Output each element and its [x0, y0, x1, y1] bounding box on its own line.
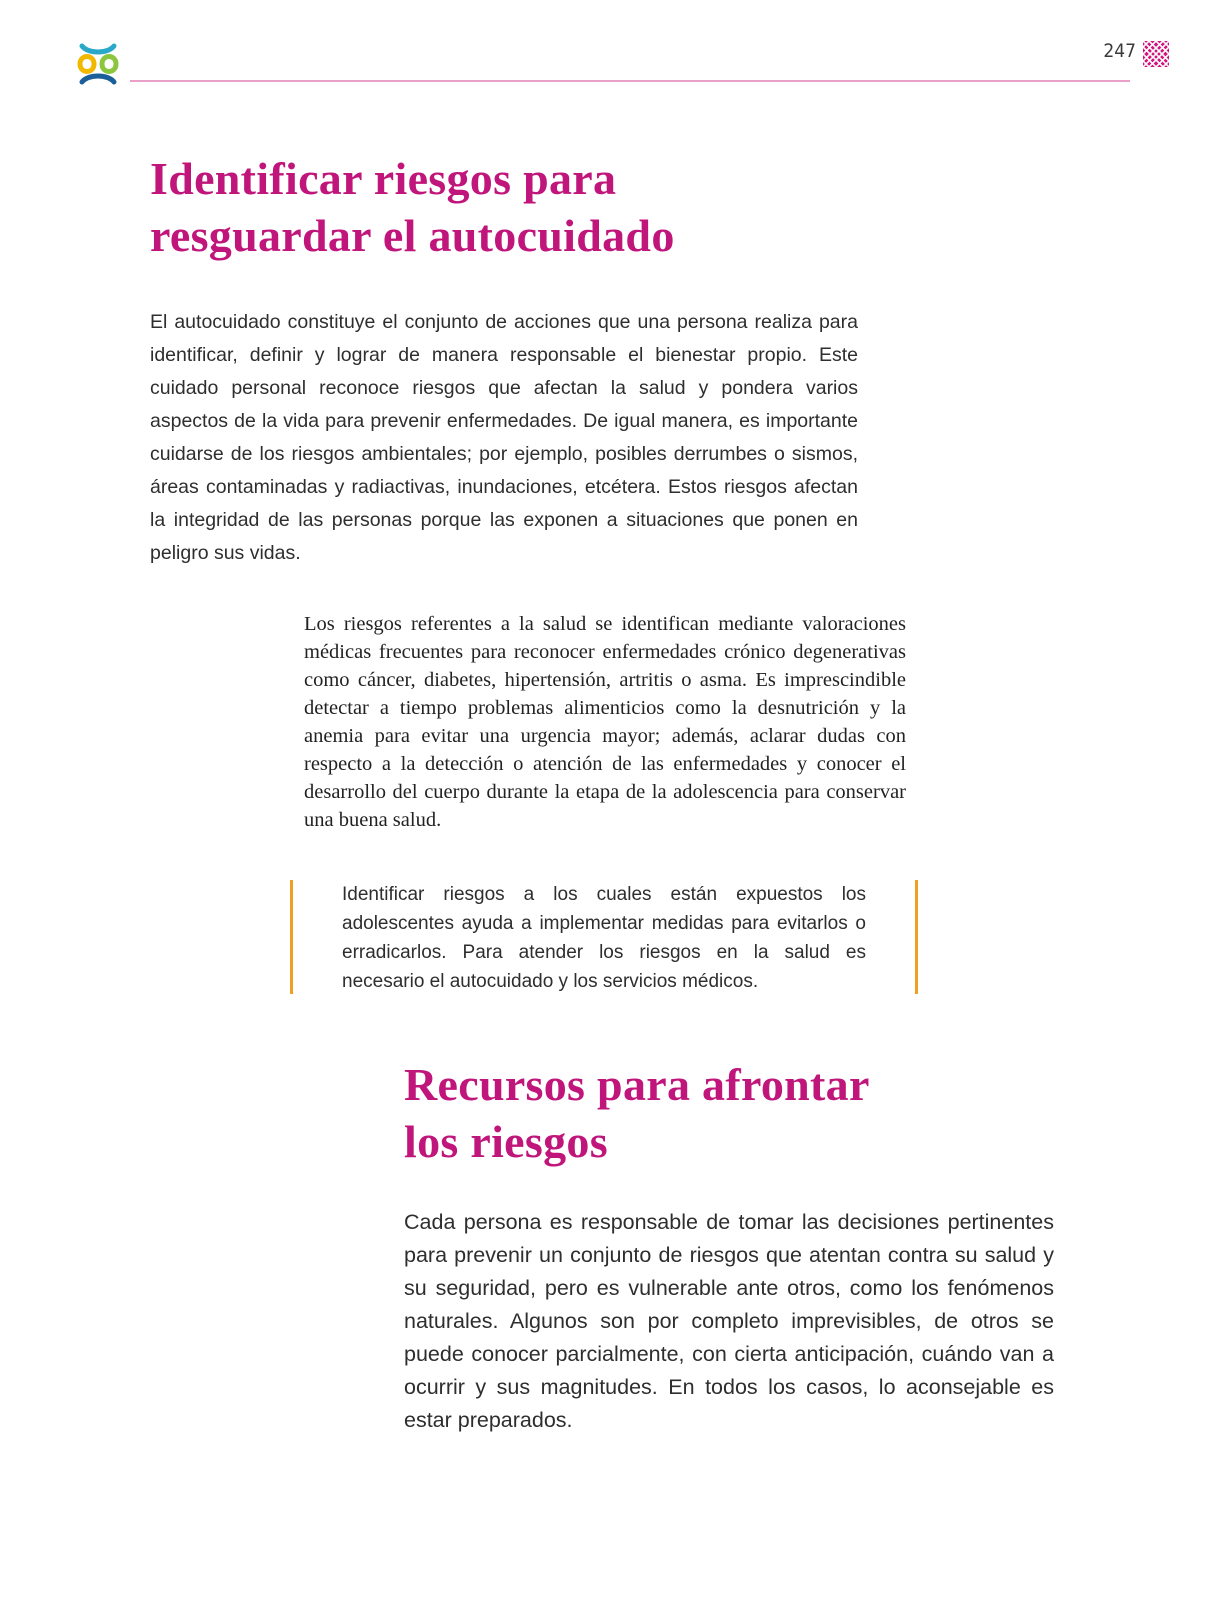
recursos-paragraph: Cada persona es responsable de tomar las decisiones pertinentes para prevenir un conjunto de riesgos que atentan contra su salud y su seguridad, pero es vulnerable ante otros, como los fenómenos naturales. Algunos son por completo imprevisibles, de otros se puede conocer parcialmente, con cierta anticipación, cuándo van a ocurrir y sus magnitudes. En todos los casos, lo aconsejable es estar preparados. [404, 1210, 1054, 1432]
title-line: Recursos para afrontar [404, 1059, 870, 1110]
section-title-recursos [404, 1056, 1044, 1170]
salud-riesgos-paragraph: Los riesgos referentes a la salud se identifican mediante valoraciones médicas frecuentes para reconocer enfermedades crónico degenerativas como cáncer, diabetes, hipertensión, artritis o asma. Es imprescindible detectar a tiempo problemas alimenticios como la desnutrición y la anemia para evitar una urgencia mayor; además, aclarar dudas con respecto a la detección o atención de las enfermedades y conocer el desarrollo del cuerpo durante la etapa de la adolescencia para conservar una buena salud. [304, 613, 906, 831]
magenta-pattern-square-icon [1143, 41, 1169, 67]
title-line: resguardar el autocuidado [150, 210, 675, 261]
autocuidado-paragraph: El autocuidado constituye el conjunto de acciones que una persona realiza para identificar, definir y lograr de manera responsable el bienestar propio. Este cuidado personal reconoce riesgos que afectan la salud y pondera varios aspectos de la vida para prevenir enfermedades. De igual manera, es importante cuidarse de los riesgos ambientales; por ejemplo, posibles derrumbes o sismos, áreas contaminadas y radiactivas, inundaciones, etcétera. Estos riesgos afectan la integridad de las personas porque las exponen a situaciones que ponen en peligro sus vidas. [150, 311, 858, 564]
callout-left-bar [290, 880, 293, 994]
header-rule [130, 80, 1130, 82]
interlocking-rings-logo-icon [74, 40, 122, 88]
page-number: 247 [1103, 40, 1136, 62]
title-line: Identificar riesgos para [150, 153, 617, 204]
title-line: los riesgos [404, 1116, 608, 1167]
section-title-identificar-riesgos [150, 150, 850, 264]
callout-right-bar [915, 880, 918, 994]
callout-text: Identificar riesgos a los cuales están expuestos los adolescentes ayuda a implementar medidas para evitarlos o erradicarlos. Para atender los riesgos en la salud es necesario el autocuidado y los servicios médicos. [342, 884, 866, 992]
